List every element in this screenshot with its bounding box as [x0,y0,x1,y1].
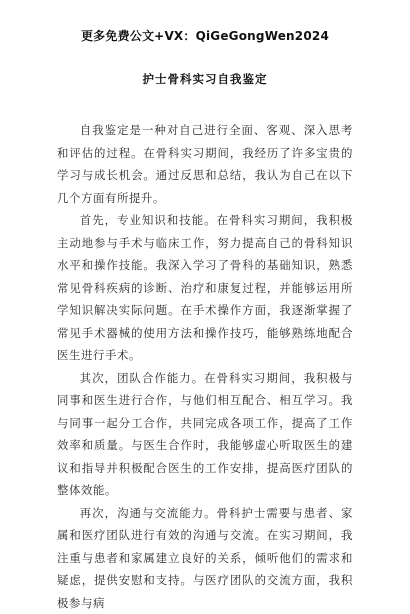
promo-banner: 更多免费公文+VX：QiGeGongWen2024 [0,27,410,44]
paragraph-intro: 自我鉴定是一种对自己进行全面、客观、深入思考和评估的过程。在骨科实习期间，我经历了许多宝贵的学习与成长机会。通过反思和总结，我认为自己在以下几个方面有所提升。 [57,119,353,209]
paragraph-professional-skills: 首先，专业知识和技能。在骨科实习期间，我积极主动地参与手术与临床工作，努力提高自己的骨科知识水平和操作技能。我深入学习了骨科的基础知识，熟悉常见骨科疾病的诊断、治疗和康复过程，并能够运用所学知识解决实际问题。在手术操作方面，我逐渐掌握了常见手术器械的使用方法和操作技巧，能够熟练地配合医生进行手术。 [57,209,353,367]
paragraph-teamwork: 其次，团队合作能力。在骨科实习期间，我积极与同事和医生进行合作，与他们相互配合、相互学习。我与同事一起分工合作，共同完成各项工作，提高了工作效率和质量。与医生合作时，我能够虚心听取医生的建议和指导并积极配合医生的工作安排，提高医疗团队的整体效能。 [57,367,353,502]
document-body [57,119,353,614]
document-title: 护士骨科实习自我鉴定 [0,71,410,87]
paragraph-communication: 再次，沟通与交流能力。骨科护士需要与患者、家属和医疗团队进行有效的沟通与交流。在实习期间，我注重与患者和家属建立良好的关系，倾听他们的需求和疑虑，提供安慰和支持。与医疗团队的交流方面，我积极参与病 [57,502,353,614]
